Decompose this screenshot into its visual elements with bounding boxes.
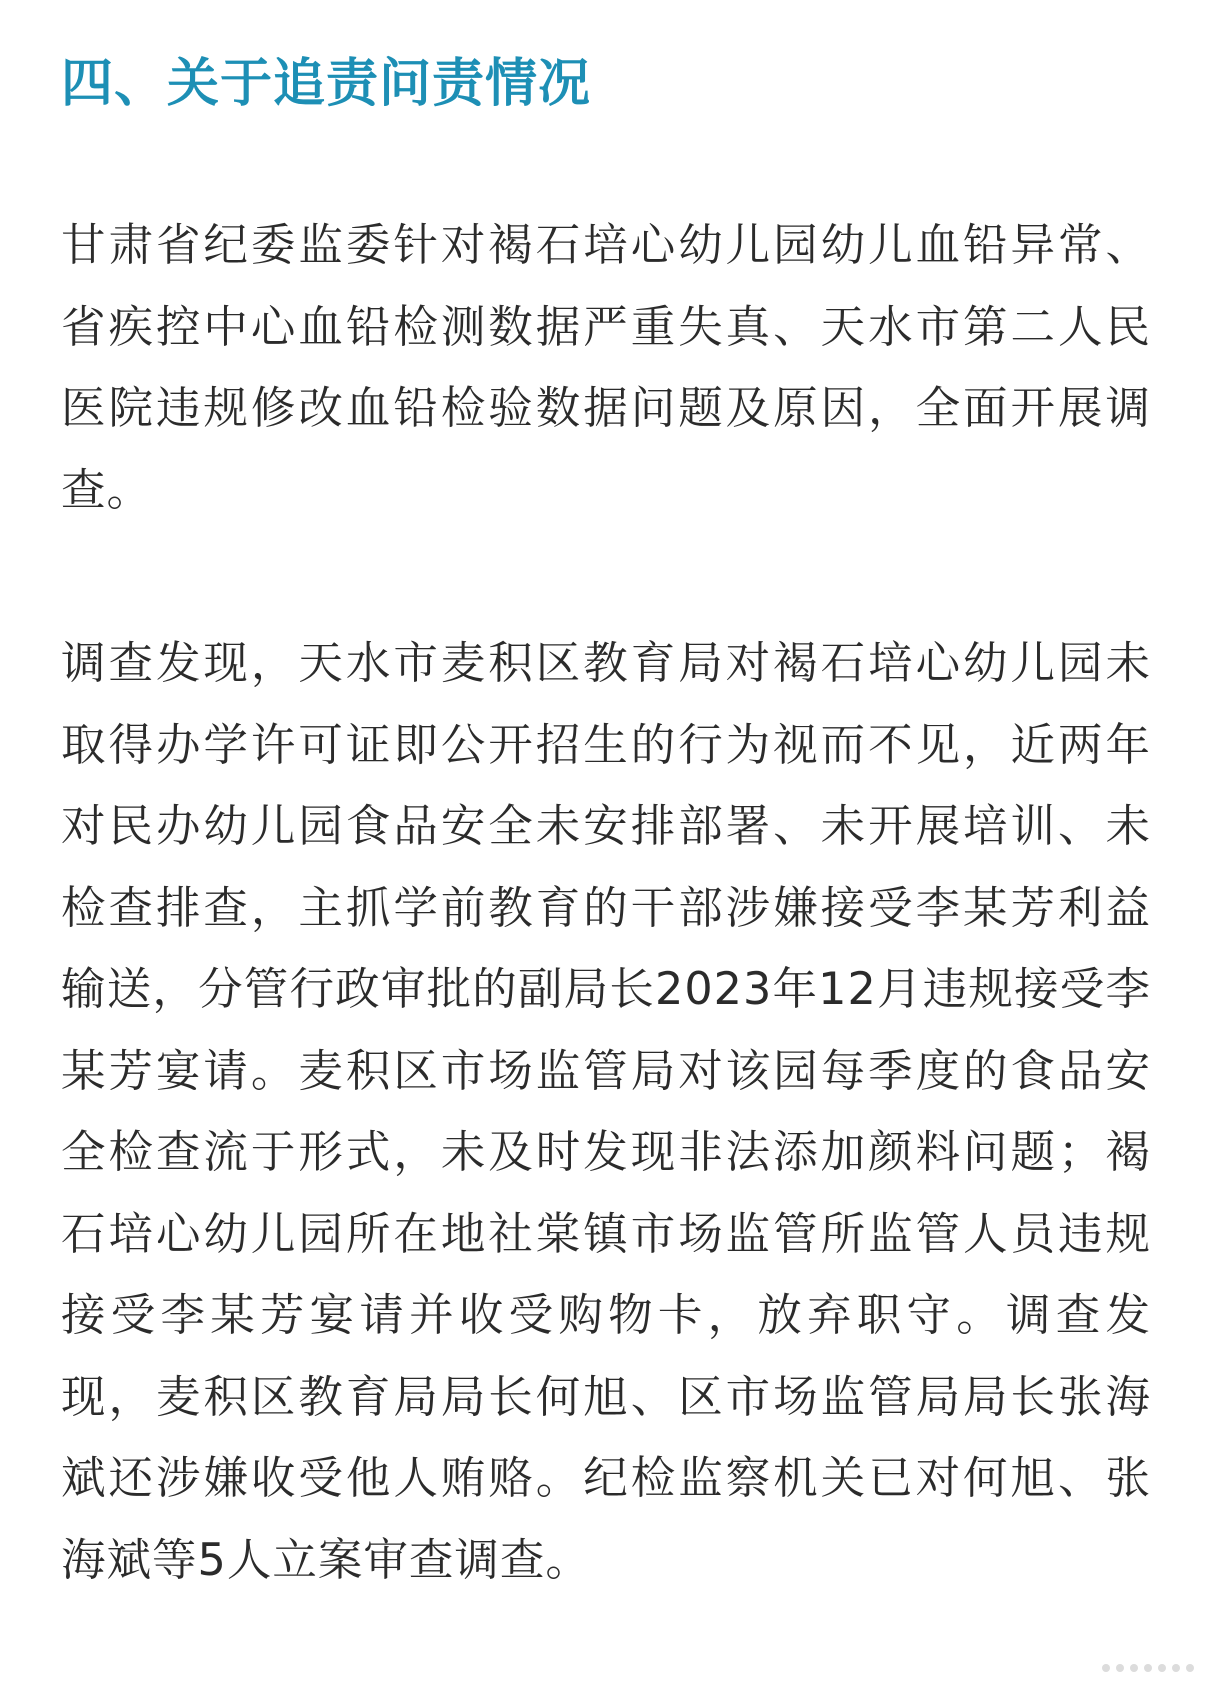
section-heading: 四、关于追责问责情况 xyxy=(61,54,592,114)
paragraph-2: 调查发现，天水市麦积区教育局对褐石培心幼儿园未取得办学许可证即公开招生的行为视而不见，近两年对民办幼儿园食品安全未安排部署、未开展培训、未检查排查，主抓学前教育的干部涉嫌接受李某芳利益输送，分管行政审批的副局长2023年12月违规接受李某芳宴请。麦积区市场监管局对该园每季度的食品安全检查流于形式，未及时发现非法添加颜料问题；褐石培心幼儿园所在地社棠镇市场监管所监管人员违规接受李某芳宴请并收受购物卡，放弃职守。调查发现，麦积区教育局局长何旭、区市场监管局局长张海斌还涉嫌收受他人贿赂。纪检监察机关已对何旭、张海斌等5人立案审查调查。 xyxy=(61,638,1151,1586)
dotted-watermark-icon xyxy=(1098,1652,1198,1684)
paragraph-1: 甘肃省纪委监委针对褐石培心幼儿园幼儿血铅异常、省疾控中心血铅检测数据严重失真、天水市第二人民医院违规修改血铅检验数据问题及原因，全面开展调查。 xyxy=(61,220,1151,516)
